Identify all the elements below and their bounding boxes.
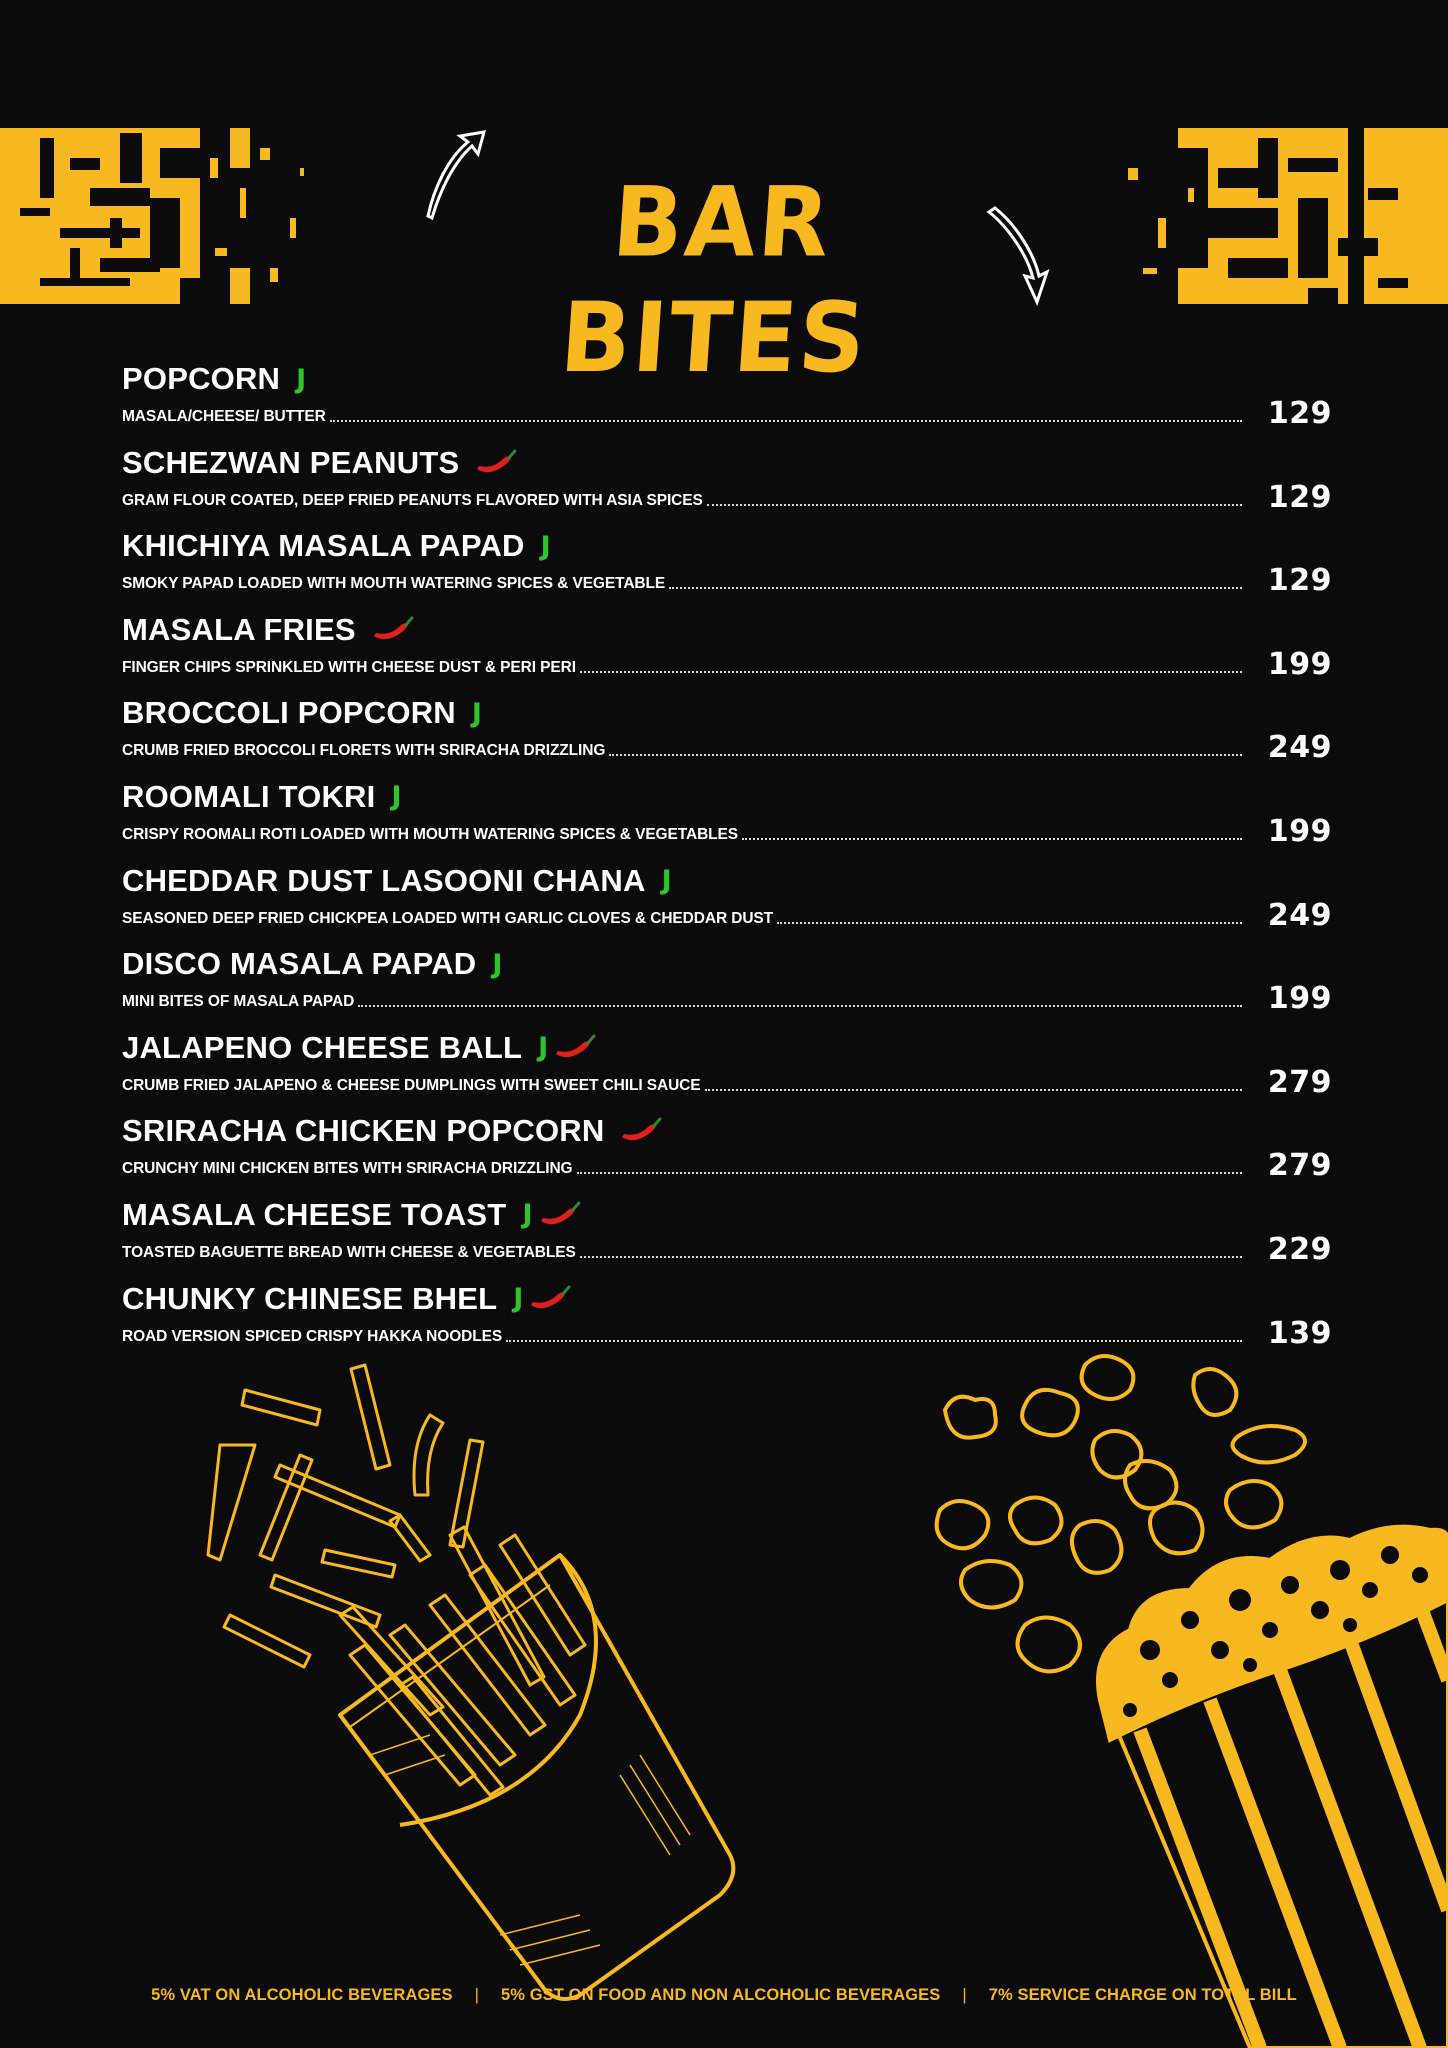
menu-list bbox=[122, 360, 1332, 1363]
veg-symbol-icon: J bbox=[391, 781, 402, 813]
item-name: SCHEZWAN PEANUTS bbox=[122, 444, 460, 480]
item-description: TOASTED BAGUETTE BREAD WITH CHEESE & VEGETABLES bbox=[122, 1243, 576, 1261]
dotted-leader bbox=[669, 587, 1242, 589]
item-tags bbox=[522, 1201, 580, 1229]
menu-item bbox=[122, 611, 1332, 695]
menu-item bbox=[122, 444, 1332, 528]
item-tags bbox=[296, 363, 307, 395]
menu-item bbox=[122, 527, 1332, 611]
menu-item bbox=[122, 862, 1332, 946]
chili-pepper-icon bbox=[554, 1034, 596, 1062]
item-name: POPCORN bbox=[122, 361, 281, 396]
veg-symbol-icon: J bbox=[661, 865, 672, 897]
chili-pepper-icon bbox=[529, 1285, 571, 1313]
veg-symbol-icon: J bbox=[471, 697, 482, 729]
grunge-texture-left bbox=[0, 128, 360, 304]
item-name: ROOMALI TOKRI bbox=[122, 778, 376, 814]
footer-separator: | bbox=[474, 1985, 480, 2004]
item-name: MASALA CHEESE TOAST bbox=[122, 1196, 507, 1232]
menu-item bbox=[122, 694, 1332, 778]
item-description: CRUMB FRIED BROCCOLI FLORETS WITH SRIRACHA DRIZZLING bbox=[122, 742, 606, 760]
item-description: CRUMB FRIED JALAPENO & CHEESE DUMPLINGS WITH SWEET CHILI SAUCE bbox=[122, 1076, 701, 1094]
item-name: CHEDDAR DUST LASOONI CHANA bbox=[122, 862, 646, 898]
menu-item bbox=[122, 778, 1332, 862]
item-tags bbox=[471, 697, 482, 729]
menu-item bbox=[122, 360, 1332, 444]
item-tags bbox=[513, 1285, 571, 1313]
dotted-leader bbox=[580, 671, 1242, 673]
chili-pepper-icon bbox=[539, 1201, 581, 1229]
item-name: MASALA FRIES bbox=[122, 611, 356, 647]
item-name: KHICHIYA MASALA PAPAD bbox=[122, 528, 525, 564]
item-tags bbox=[492, 948, 503, 980]
veg-symbol-icon: J bbox=[538, 1032, 549, 1064]
chili-pepper-icon bbox=[372, 616, 414, 644]
item-description: FINGER CHIPS SPRINKLED WITH CHEESE DUST & PERI PERI bbox=[122, 658, 576, 676]
item-price: 139 bbox=[1267, 1315, 1332, 1351]
grunge-texture-right bbox=[1108, 128, 1448, 304]
veg-symbol-icon: J bbox=[540, 530, 551, 562]
item-description: CRISPY ROOMALI ROTI LOADED WITH MOUTH WATERING SPICES & VEGETABLES bbox=[122, 825, 739, 843]
chili-pepper-icon bbox=[475, 449, 517, 477]
dotted-leader bbox=[742, 838, 1242, 840]
menu-item bbox=[122, 1029, 1332, 1113]
item-tags bbox=[620, 1117, 662, 1145]
menu-item bbox=[122, 945, 1332, 1029]
item-tags bbox=[661, 865, 672, 897]
dotted-leader bbox=[705, 1089, 1242, 1091]
item-description: SMOKY PAPAD LOADED WITH MOUTH WATERING SPICES & VEGETABLE bbox=[122, 575, 666, 593]
footer-tax-notes bbox=[0, 1980, 1448, 2010]
item-name: JALAPENO CHEESE BALL bbox=[122, 1029, 523, 1065]
item-price: 199 bbox=[1267, 813, 1332, 849]
item-price: 249 bbox=[1267, 897, 1332, 933]
item-description: SEASONED DEEP FRIED CHICKPEA LOADED WITH GARLIC CLOVES & CHEDDAR DUST bbox=[122, 909, 774, 927]
item-tags bbox=[475, 449, 517, 477]
item-name: DISCO MASALA PAPAD bbox=[122, 946, 477, 982]
veg-symbol-icon: J bbox=[513, 1283, 524, 1315]
item-price: 199 bbox=[1267, 646, 1332, 682]
item-name: CHUNKY CHINESE BHEL bbox=[122, 1280, 498, 1316]
dotted-leader bbox=[577, 1172, 1242, 1174]
footer-note-gst: 5% GST ON FOOD AND NON ALCOHOLIC BEVERAGES bbox=[501, 1985, 941, 2004]
popcorn-bucket-illustration bbox=[920, 1350, 1448, 2048]
item-description: GRAM FLOUR COATED, DEEP FRIED PEANUTS FLAVORED WITH ASIA SPICES bbox=[122, 491, 703, 509]
item-description: ROAD VERSION SPICED CRISPY HAKKA NOODLES bbox=[122, 1327, 503, 1345]
item-price: 129 bbox=[1267, 563, 1332, 599]
item-tags bbox=[372, 616, 414, 644]
footer-separator: | bbox=[962, 1985, 967, 2004]
dotted-leader bbox=[580, 1256, 1242, 1258]
item-tags bbox=[540, 530, 551, 562]
footer-note-vat: 5% VAT ON ALCOHOLIC BEVERAGES bbox=[151, 1985, 453, 2004]
dotted-leader bbox=[506, 1340, 1242, 1342]
footer-note-service-charge: 7% SERVICE CHARGE ON TOTAL BILL bbox=[988, 1985, 1297, 2004]
item-price: 249 bbox=[1267, 730, 1332, 766]
item-description: MINI BITES OF MASALA PAPAD bbox=[122, 993, 355, 1011]
arrow-down-icon bbox=[985, 206, 1055, 306]
item-description: CRUNCHY MINI CHICKEN BITES WITH SRIRACHA DRIZZLING bbox=[122, 1160, 573, 1178]
dotted-leader bbox=[609, 754, 1242, 756]
item-price: 229 bbox=[1267, 1231, 1332, 1267]
french-fries-illustration bbox=[200, 1355, 840, 2035]
item-tags bbox=[538, 1034, 596, 1062]
veg-symbol-icon: J bbox=[492, 948, 503, 980]
veg-symbol-icon: J bbox=[296, 363, 307, 395]
item-price: 279 bbox=[1267, 1064, 1332, 1100]
item-name: BROCCOLI POPCORN bbox=[122, 695, 456, 731]
dotted-leader bbox=[358, 1005, 1242, 1007]
item-price: 129 bbox=[1267, 396, 1332, 431]
item-name: SRIRACHA CHICKEN POPCORN bbox=[122, 1113, 605, 1149]
menu-item bbox=[122, 1196, 1332, 1280]
item-price: 279 bbox=[1267, 1148, 1332, 1184]
item-description: MASALA/CHEESE/ BUTTER bbox=[122, 408, 326, 425]
item-price: 199 bbox=[1267, 981, 1332, 1017]
dotted-leader bbox=[330, 420, 1242, 422]
chili-pepper-icon bbox=[620, 1117, 662, 1145]
menu-item bbox=[122, 1112, 1332, 1196]
veg-symbol-icon: J bbox=[522, 1199, 533, 1231]
dotted-leader bbox=[777, 922, 1242, 924]
item-price: 129 bbox=[1267, 479, 1332, 515]
item-tags bbox=[391, 781, 402, 813]
dotted-leader bbox=[707, 504, 1242, 506]
page-title: BAR BITES bbox=[556, 166, 871, 395]
